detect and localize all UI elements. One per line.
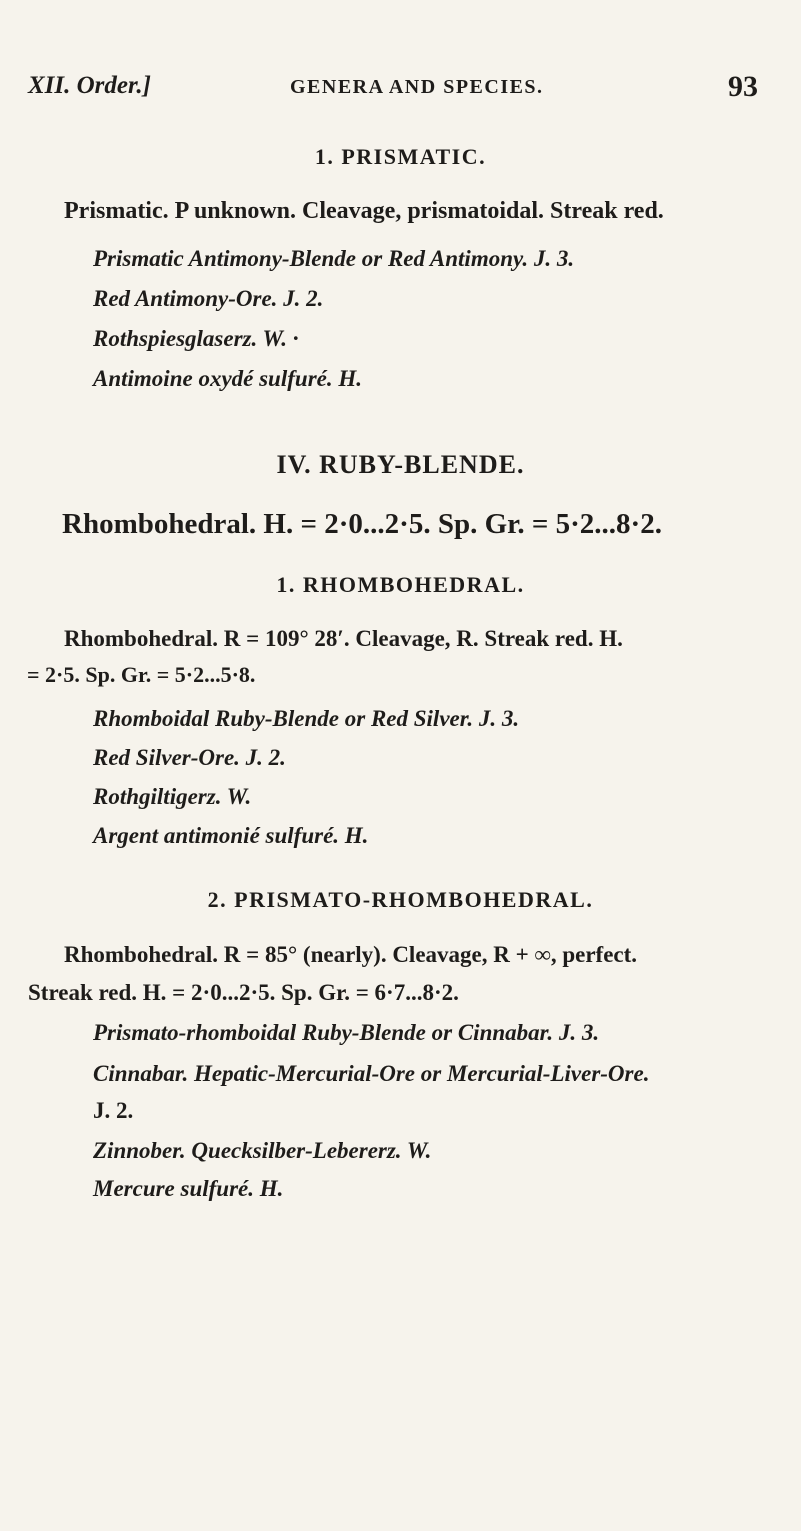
species-name: Mercure sulfuré. H. (93, 1176, 284, 1201)
species-name: Prismatic Antimony-Blende or Red Antimony. J. 3. (93, 246, 575, 271)
header-order: XII. Order.] (28, 72, 151, 99)
species-name: Argent antimonié sulfuré. H. (93, 823, 369, 848)
species-name: Red Silver-Ore. J. 2. (93, 745, 286, 770)
species-description-cont: = 2·5. Sp. Gr. = 5·2...5·8. (27, 662, 256, 687)
species-description: Rhombohedral. R = 85° (nearly). Cleavage, R + ∞, perfect. (64, 942, 638, 967)
species-heading-prismato-rhombohedral: 2. PRISMATO-RHOMBOHEDRAL. (207, 887, 594, 912)
genus-description: Rhombohedral. H. = 2·0...2·5. Sp. Gr. = 5·2...8·2. (62, 508, 662, 540)
page-number: 93 (728, 70, 758, 103)
species-heading-prismatic: 1. PRISMATIC. (314, 144, 487, 169)
species-name: Antimoine oxydé sulfuré. H. (93, 366, 362, 391)
species-description: Prismatic. P unknown. Cleavage, prismatoidal. Streak red. (64, 198, 664, 224)
species-name: Cinnabar. Hepatic-Mercurial-Ore or Mercurial-Liver-Ore. (93, 1061, 650, 1086)
species-name-cont: J. 2. (93, 1098, 134, 1123)
species-heading-rhombohedral: 1. RHOMBOHEDRAL. (276, 572, 525, 597)
species-name: Prismato-rhomboidal Ruby-Blende or Cinnabar. J. 3. (93, 1020, 600, 1045)
header-title: GENERA AND SPECIES. (290, 76, 544, 98)
species-name: Rothspiesglaserz. W. · (93, 326, 299, 351)
species-description: Rhombohedral. R = 109° 28′. Cleavage, R. Streak red. H. (64, 626, 623, 651)
genus-heading: IV. RUBY-BLENDE. (276, 450, 525, 479)
species-description-cont: Streak red. H. = 2·0...2·5. Sp. Gr. = 6·7...8·2. (28, 980, 459, 1005)
species-name: Red Antimony-Ore. J. 2. (93, 286, 324, 311)
running-header (28, 72, 788, 106)
species-name: Zinnober. Quecksilber-Lebererz. W. (93, 1138, 432, 1163)
species-name: Rhomboidal Ruby-Blende or Red Silver. J. 3. (93, 706, 520, 731)
species-name: Rothgiltigerz. W. (93, 784, 252, 809)
